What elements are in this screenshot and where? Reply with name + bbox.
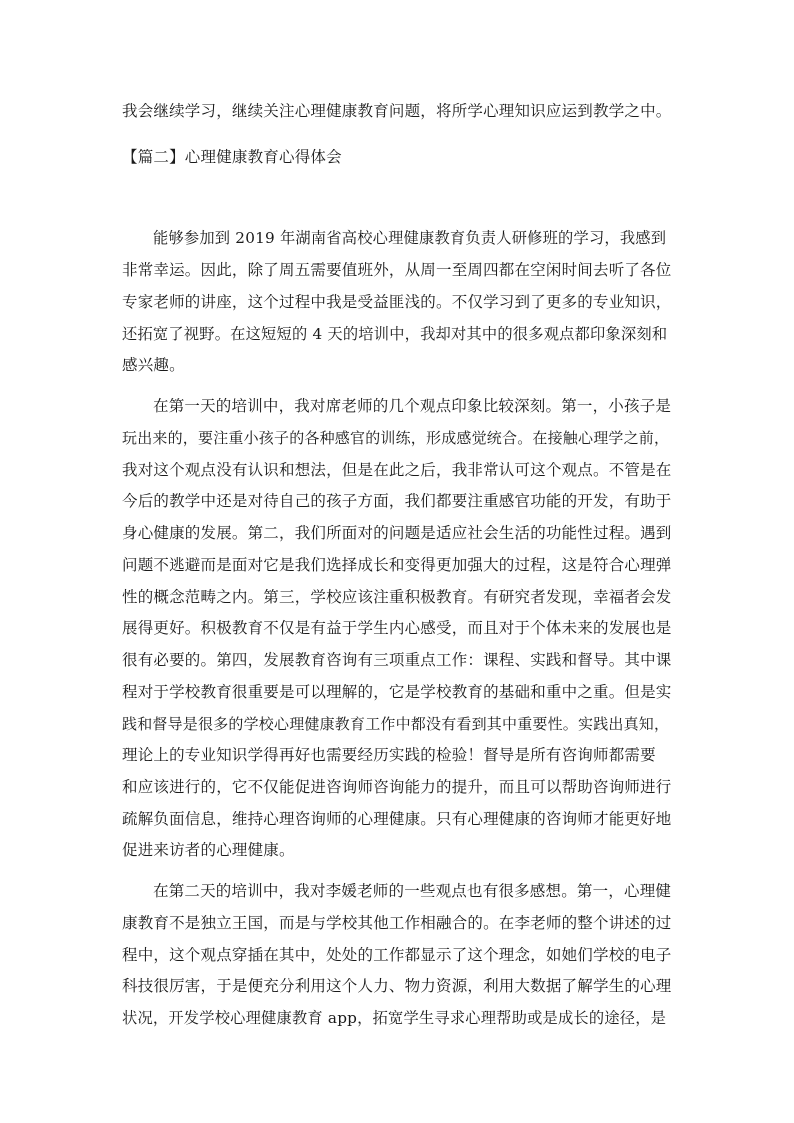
paragraph-line: 康教育不是独立王国，而是与学校其他工作相融合的。在李老师的整个讲述的过 [122,914,672,932]
paragraph-line: 科技很厉害，于是便充分利用这个人力、物力资源，利用大数据了解学生的心理 [122,977,672,995]
section-heading: 【篇二】心理健康教育心得体会 [122,148,342,166]
paragraph-line: 理论上的专业知识学得再好也需要经历实践的检验！督导是所有咨询师都需要 [122,746,656,764]
paragraph-line: 今后的教学中还是对待自己的孩子方面，我们都要注重感官功能的开发，有助于 [122,492,672,510]
paragraph-line: 程对于学校教育很重要是可以理解的，它是学校教育的基础和重中之重。但是实 [122,683,672,701]
paragraph-line: 在第一天的培训中，我对席老师的几个观点印象比较深刻。第一，小孩子是 [153,397,672,415]
paragraph-line: 促进来访者的心理健康。 [122,841,295,859]
paragraph-line: 能够参加到 2019 年湖南省高校心理健康教育负责人研修班的学习，我感到 [153,229,667,247]
paragraph-line: 专家老师的讲座，这个过程中我是受益匪浅的。不仅学习到了更多的专业知识， [122,293,672,311]
paragraph-line: 还拓宽了视野。在这短短的 4 天的培训中，我却对其中的很多观点都印象深刻和 [122,325,668,343]
paragraph-line: 展得更好。积极教育不仅是有益于学生内心感受，而且对于个体未来的发展也是 [122,619,672,637]
paragraph-line: 我对这个观点没有认识和想法，但是在此之后，我非常认可这个观点。不管是在 [122,461,672,479]
paragraph-line: 程中，这个观点穿插在其中，处处的工作都显示了这个理念，如她们学校的电子 [122,946,672,964]
paragraph-line: 在第二天的培训中，我对李媛老师的一些观点也有很多感想。第一，心理健 [153,882,672,900]
paragraph-line: 状况，开发学校心理健康教育 app，拓宽学生寻求心理帮助或是成长的途径，是 [122,1009,667,1027]
paragraph-line: 疏解负面信息，维持心理咨询师的心理健康。只有心理健康的咨询师才能更好地 [122,810,672,828]
paragraph-line: 身心健康的发展。第二，我们所面对的问题是适应社会生活的功能性过程。遇到 [122,524,672,542]
paragraph-line: 问题不逃避而是面对它是我们选择成长和变得更加强大的过程，这是符合心理弹 [122,556,672,574]
paragraph-line: 玩出来的，要注重小孩子的各种感官的训练，形成感觉统合。在接触心理学之前， [122,429,670,447]
paragraph-line: 非常幸运。因此，除了周五需要值班外，从周一至周四都在空闲时间去听了各位 [122,261,672,279]
paragraph-line: 性的概念范畴之内。第三，学校应该注重积极教育。有研究者发现，幸福者会发 [122,588,672,606]
paragraph-line: 很有必要的。第四，发展教育咨询有三项重点工作：课程、实践和督导。其中课 [122,651,672,669]
paragraph-line: 践和督导是很多的学校心理健康教育工作中都没有看到其中重要性。实践出真知， [122,715,670,733]
paragraph-line: 和应该进行的，它不仅能促进咨询师咨询能力的提升，而且可以帮助咨询师进行 [122,778,672,796]
intro-line: 我会继续学习，继续关注心理健康教育问题，将所学心理知识应运到教学之中。 [122,102,672,120]
paragraph-line: 感兴趣。 [122,356,185,374]
